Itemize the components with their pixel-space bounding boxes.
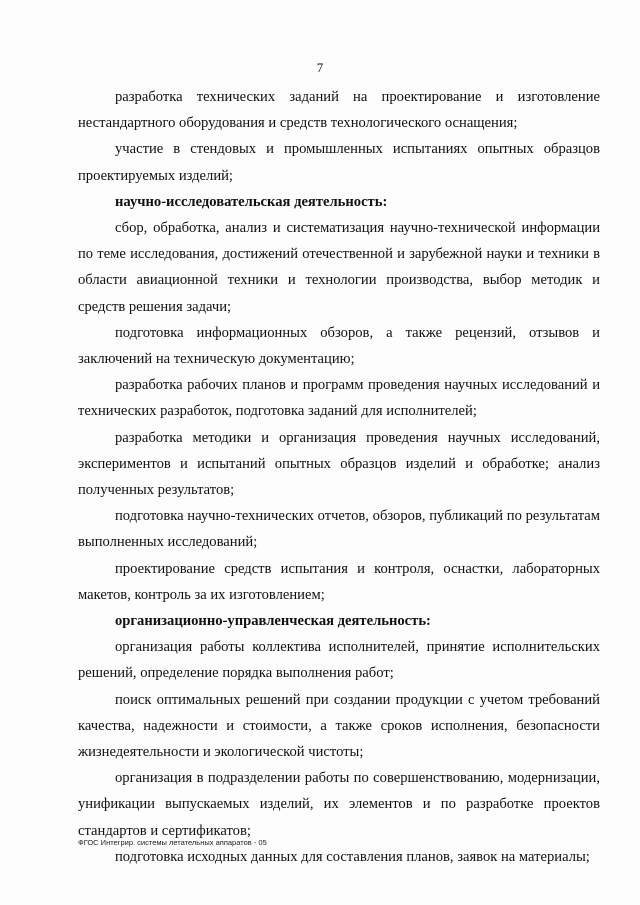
paragraph: разработка технических заданий на проектирование и изготовление нестандартного оборудования и средств технологического оснащения;: [78, 89, 600, 132]
paragraph: организация в подразделении работы по совершенствованию, модернизации, унификации выпускаемых изделий, их элементов и по разработке проектов стандартов и сертификатов;: [78, 770, 600, 839]
footer-text: ФГОС Интегрир. системы летательных аппаратов - 05: [78, 838, 267, 847]
paragraph: разработка рабочих планов и программ проведения научных исследований и технических разработок, подготовка заданий для исполнителей;: [78, 377, 600, 420]
page-number: 7: [316, 60, 324, 75]
paragraph: поиск оптимальных решений при создании продукции с учетом требований качества, надежности и стоимости, а также сроков исполнения, безопасности жизнедеятельности и экологической чистоты;: [78, 691, 600, 761]
paragraph: организация работы коллектива исполнителей, принятие исполнительских решений, определение порядка выполнения работ;: [78, 639, 600, 682]
paragraph: подготовка информационных обзоров, а также рецензий, отзывов и заключений на техническую документацию;: [78, 324, 600, 368]
body-text: [78, 84, 600, 870]
section-heading: научно-исследовательская деятельность:: [115, 193, 388, 210]
paragraph: подготовка научно-технических отчетов, обзоров, публикаций по результатам выполненных исследований;: [78, 508, 600, 551]
paragraph: сбор, обработка, анализ и систематизация научно-технической информации по теме исследования, достижений отечественной и зарубежной науки и техники в области авиационной техники и технологии производства, выбор методик и средств решения задачи;: [78, 220, 600, 315]
paragraph: подготовка исходных данных для составления планов, заявок на материалы;: [115, 848, 590, 865]
paragraph: разработка методики и организация проведения научных исследований, экспериментов и испытаний опытных образцов изделий и обработке; анализ полученных результатов;: [78, 429, 600, 499]
paragraph: проектирование средств испытания и контроля, оснастки, лабораторных макетов, контроль за их изготовлением;: [78, 560, 600, 603]
section-heading: организационно-управленческая деятельность:: [115, 613, 431, 630]
paragraph: участие в стендовых и промышленных испытаниях опытных образцов проектируемых изделий;: [78, 141, 600, 184]
